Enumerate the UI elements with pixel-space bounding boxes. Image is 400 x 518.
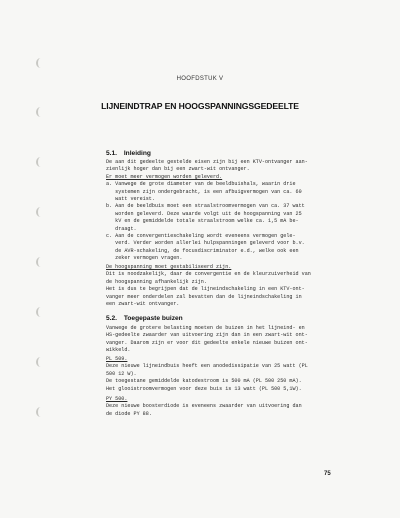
text-line: zeker vermogen vragen.	[106, 255, 183, 262]
text-line: b. Aan de beeldbuis moet een straalstroomvermogen van ca. 37 watt	[106, 203, 305, 210]
binder-hole	[36, 207, 45, 217]
chapter-header: HOOFDSTUK V	[176, 76, 224, 82]
text-line: de AVR-schakeling, de focusdiscriminator e.d., welke ook een	[106, 247, 299, 254]
section-5-1-body-2	[106, 264, 342, 308]
text-line: Deze nieuwe lijneindbuis heeft een anodedissipatie van 25 watt (PL	[106, 363, 308, 370]
text-line: verd. Verder worden allerlei hulpspanningen geleverd voor b.v.	[106, 240, 305, 247]
binder-hole	[36, 58, 45, 68]
text-line: Het is dus te begrijpen dat de lijneindschakeling in een KTV-ont-	[106, 286, 305, 293]
text-line: een zwart-wit ontvanger.	[106, 301, 180, 308]
section-heading-5-1	[106, 150, 151, 157]
section-title: Inleiding	[123, 150, 151, 157]
page-title: LIJNEINDTRAP EN HOOGSPANNINGSGEDEELTE	[101, 101, 299, 111]
section-5-2-body-3	[106, 396, 342, 418]
binder-hole	[36, 407, 45, 417]
binder-hole	[36, 157, 45, 167]
page-number: 75	[324, 471, 331, 477]
text-line: Vanwege de grotere belasting moeten de buizen in het lijneind- en	[106, 325, 305, 331]
text-line: wikkeld.	[106, 347, 131, 354]
text-line: worden geleverd. Deze waarde volgt uit de hoogspanning van 25	[106, 210, 302, 217]
text-line: kV en de gemiddelde totale straalstroom welke ca. 1,5 mA be-	[106, 218, 299, 225]
binder-hole	[36, 257, 45, 267]
section-number: 5.1.	[106, 150, 117, 157]
text-line: Het glooistroomvermogen voor deze buis is 13 watt (PL 500 5,1W).	[106, 385, 302, 392]
text-line: De toegestane gemiddelde katodestroom is 500 mA (PL 500 250 mA).	[106, 378, 302, 385]
text-line: 500 12 W).	[106, 370, 137, 377]
section-heading-5-2	[106, 315, 183, 322]
text-line: vanger meer onderdelen zal bevatten dan de lijneindschakeling in	[106, 293, 302, 300]
text-line: Deze nieuwe boosterdiode is eveneens zwaarder van uitvoering dan	[106, 403, 302, 410]
text-line: c. Aan de convergentieschakeling wordt eveneens vermogen gele-	[106, 233, 296, 240]
text-line: de hoogspanning afhankelijk zijn.	[106, 278, 207, 285]
text-line: vanger. Daarom zijn er voor dit gedeelte enkele nieuwe buizen ont-	[106, 339, 308, 346]
text-line: a. Vanwege de grote diameter van de beeldbuishals, waarin drie	[106, 181, 296, 188]
text-line: watt vereist.	[106, 196, 155, 203]
text-line: systemen zijn ondergebracht, is een afbuigvermogen van ca. 60	[106, 188, 302, 195]
text-line: Dit is noodzakelijk, daar de convergentie en de kleurzuiverheid van	[106, 271, 311, 278]
section-5-2-body	[106, 325, 342, 355]
section-title: Toegepaste buizen	[123, 315, 183, 322]
section-number: 5.2.	[106, 315, 117, 322]
text-line: HS-gedeelte zwaarder van uitvoering zijn dan in een zwart-wit ont-	[106, 332, 308, 339]
text-line: zienlijk hoger dan bij een zwart-wit ontvanger.	[106, 166, 250, 173]
section-5-2-body-2	[106, 356, 342, 393]
binder-hole	[36, 357, 45, 367]
text-line: PY 500.	[106, 396, 128, 402]
binder-hole	[36, 307, 45, 317]
text-line: de diode PY 88.	[106, 410, 152, 417]
text-line: Er moet meer vermogen worden geleverd.	[106, 173, 223, 180]
text-line: De aan dit gedeelte gestelde eisen zijn bij een KTV-ontvanger aan-	[106, 159, 308, 165]
text-line: PL 509.	[106, 356, 128, 362]
text-line: De hoogspanning moet gestabiliseerd zijn.	[106, 264, 232, 270]
section-5-1-body	[106, 159, 342, 263]
text-line: draagt.	[106, 225, 137, 232]
